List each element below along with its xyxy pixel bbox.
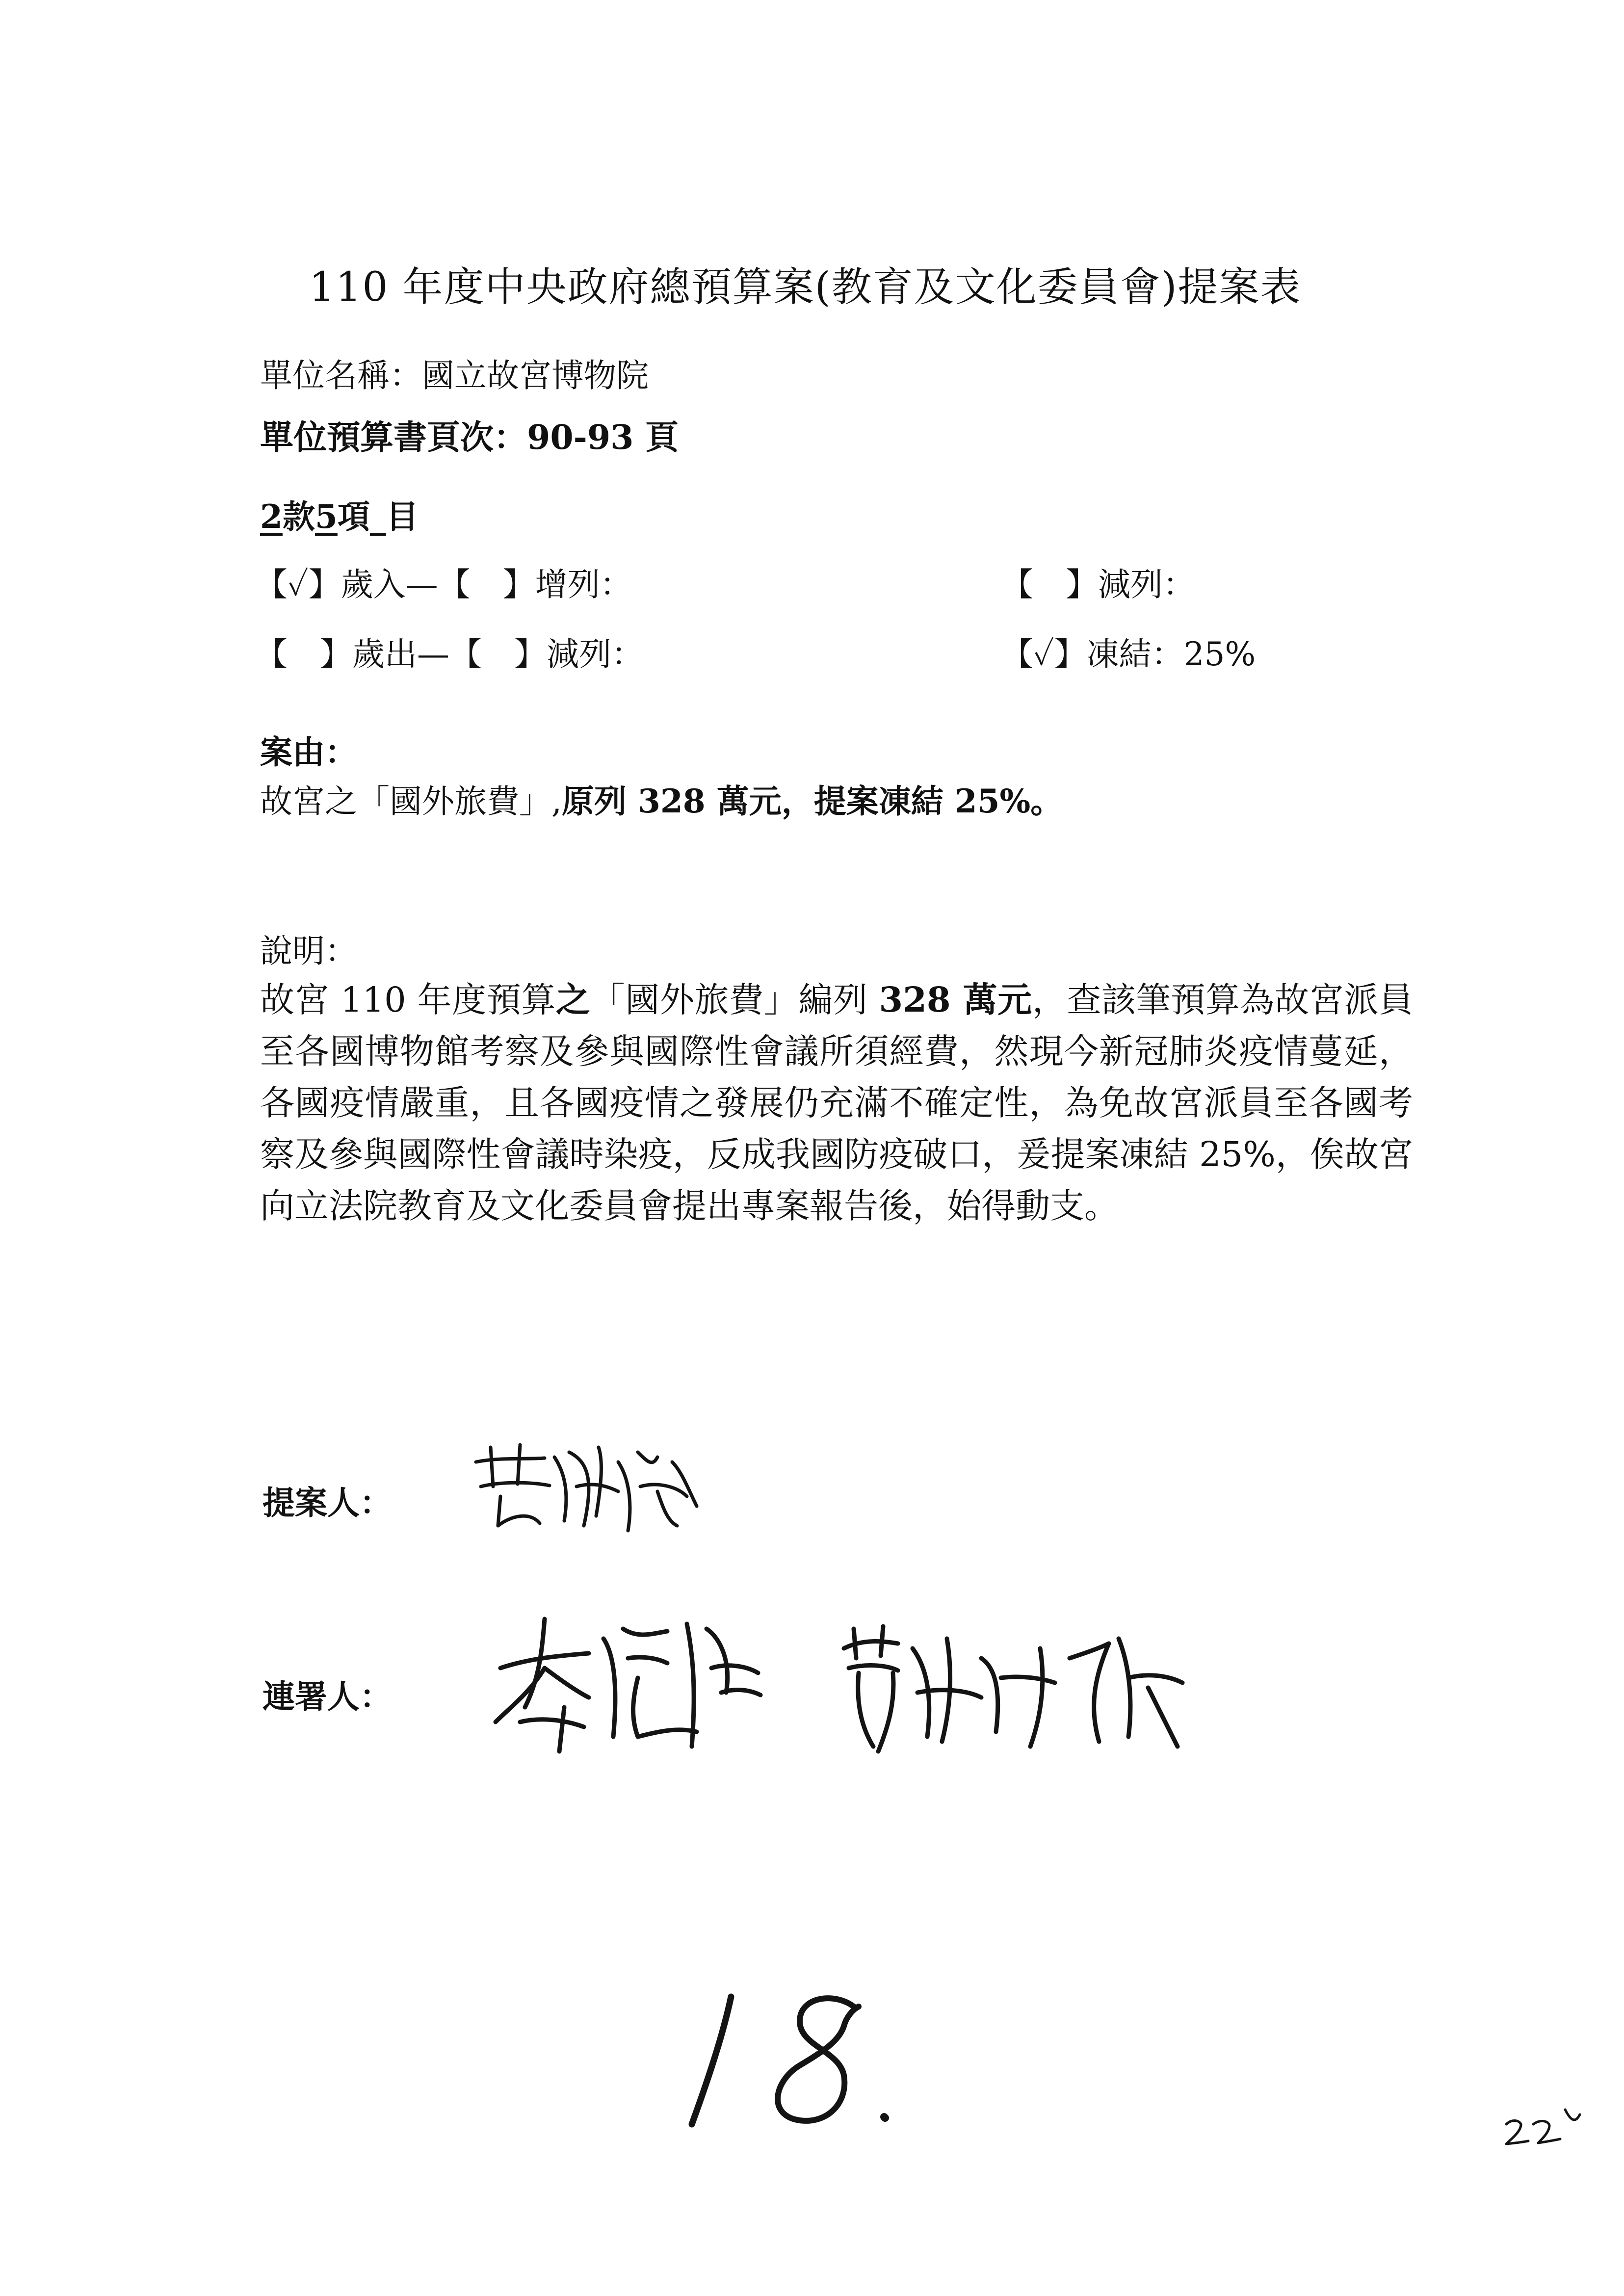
option-freeze: 【✓】凍結：25% — [1001, 635, 1256, 673]
cosigner-label: 連署人： — [262, 1677, 392, 1716]
proposer-label: 提案人： — [262, 1484, 392, 1522]
document-title: 110 年度中央政府總預算案(教育及文化委員會)提案表 — [309, 264, 1302, 311]
description-body — [260, 974, 1413, 1232]
mu-label: 目 — [386, 497, 419, 536]
reason-heading: 案由： — [260, 733, 357, 771]
kuan-number: 2 — [260, 497, 283, 536]
xiang-label: 項 — [337, 497, 370, 536]
option-expenditure: 【 】歲出—【 】減列： — [255, 635, 644, 673]
reason-text: 故宮之「國外旅費」, — [260, 783, 562, 820]
desc-text-2: 「國外旅費」編列 — [590, 980, 879, 1020]
reason-amount: 原列 328 萬元，提案凍結 25%。 — [561, 782, 1063, 820]
handwritten-page-number — [677, 1987, 922, 2134]
proposer-signature — [471, 1433, 707, 1540]
cosigner-signature-1 — [491, 1609, 765, 1756]
kuan-label: 款 — [282, 497, 315, 536]
desc-amount: 328 萬元 — [879, 979, 1032, 1020]
kuan-xiang-mu — [260, 491, 419, 537]
xiang-number: 5 — [314, 497, 338, 536]
unit-name: 單位名稱：國立故宮博物院 — [260, 357, 649, 394]
mu-blank — [370, 497, 386, 536]
unit-budget-pages: 單位預算書頁次：90-93 頁 — [260, 418, 679, 457]
corner-mark — [1501, 2095, 1585, 2154]
desc-text-1: 故宮 110 年度預算 — [260, 980, 556, 1020]
option-decrease: 【 】減列： — [1001, 566, 1195, 603]
description-heading: 說明： — [260, 932, 357, 970]
desc-text-3: ，查該筆預算為故宮派員至各國博物館考察及參與國際性會議所須經費，然現今新冠肺炎疫情蔓延，各國疫情嚴重，且各國疫情之發展仍充滿不確定性，為免故宮派員至各國考察及參與國際性會議時染疫，反成我國防疫破口，爰提案凍結 25%，俟故宮向立法院教育及文化委員會提出專案報告後，始得動支。 — [260, 980, 1413, 1226]
option-revenue: 【✓】歲入—【 】增列： — [255, 566, 632, 603]
desc-bold-1: 之 — [556, 979, 591, 1020]
reason-body — [260, 775, 1063, 822]
cosigner-signature-2 — [834, 1619, 1187, 1766]
